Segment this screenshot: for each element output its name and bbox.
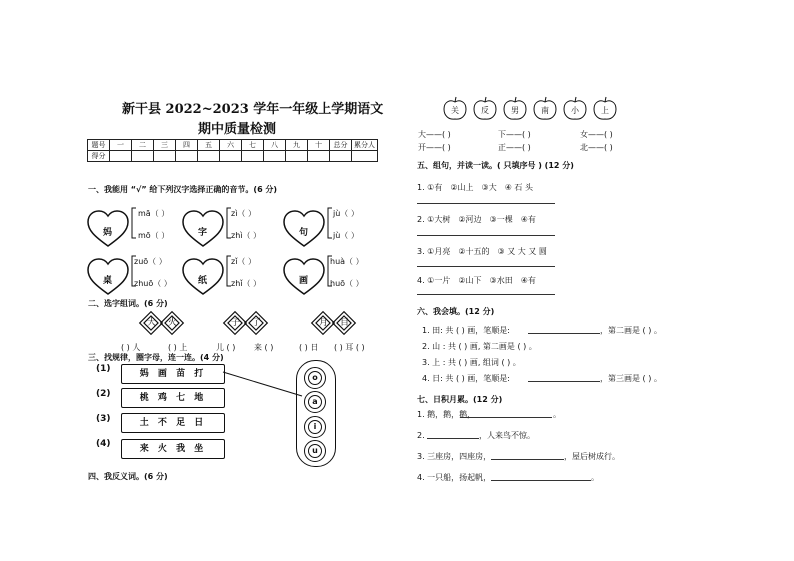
q3-label: (4) [96, 439, 111, 449]
q7-suffix: ，人来鸟不惊。 [479, 431, 535, 440]
q5-item: 1. ①有 ②山上 ③大 ④ 石 头 [417, 183, 533, 192]
q1-pinyin-option[interactable]: zuō（ ） [134, 257, 167, 266]
q5-item: 3. ①月亮 ②十五的 ③ 又 大 又 圆 [417, 247, 547, 256]
q7-suffix: 。 [591, 473, 599, 482]
q7-answer-line[interactable] [491, 459, 564, 460]
apple-char: 男 [511, 106, 519, 115]
q1-pinyin-option[interactable]: mā（ ） [138, 209, 170, 218]
q1-pinyin-option[interactable]: huō（ ） [330, 279, 364, 288]
score-input-cell[interactable] [198, 151, 220, 162]
apple-char: 小 [571, 106, 579, 115]
score-cell: 总分 [330, 140, 352, 151]
score-cell: 三 [154, 140, 176, 151]
q2-blank[interactable]: ( ) 日 [299, 343, 319, 352]
q1-char: 画 [299, 276, 309, 286]
q7-item: 2. [417, 431, 425, 440]
antonym-blank[interactable]: 开——( ) [418, 143, 451, 152]
antonym-blank[interactable]: 北——( ) [580, 143, 613, 152]
score-cell: 八 [264, 140, 286, 151]
score-value-row [88, 151, 378, 162]
q3-label: (1) [96, 364, 111, 374]
q6-item: 4. 日: 共 ( ) 画，笔顺是: [422, 374, 510, 383]
q6-item: 3. 上 : 共 ( ) 画, 组词 ( ) 。 [422, 358, 521, 367]
q1-title: 一、我能用 “√” 给下列汉字选择正确的音节。(6 分) [88, 185, 278, 194]
score-input-cell[interactable] [308, 151, 330, 162]
q1-pinyin-option[interactable]: zhǐ（ ） [231, 279, 262, 288]
letter-i: i [308, 420, 322, 434]
q3-label: (3) [96, 414, 111, 424]
q2-pair-char: 火 [168, 318, 178, 328]
q7-item: 1. 鹅，鹅，鹅， [417, 410, 476, 419]
q6-item: 2. 山 : 共 ( ) 画, 第二画是 ( ) 。 [422, 342, 537, 351]
antonym-blank[interactable]: 大——( ) [418, 130, 451, 139]
apple-row [440, 96, 620, 122]
q6-tail: ，第三画是 ( ) 。 [600, 374, 662, 383]
q3-letter-circle[interactable] [304, 440, 326, 462]
q1-pinyin-option[interactable]: jù（ ） [333, 231, 359, 240]
q7-item: 3. 三座房，四座房， [417, 452, 492, 461]
q1-char: 桌 [103, 276, 113, 286]
q3-letter-circle[interactable] [304, 391, 326, 413]
q5-title: 五、组句，并读一读。( 只填序号 ) (12 分) [417, 161, 574, 170]
letter-o: o [308, 371, 322, 385]
score-cell: 五 [198, 140, 220, 151]
score-table [87, 139, 378, 162]
score-cell: 累分人 [352, 140, 378, 151]
score-cell: 七 [242, 140, 264, 151]
q6-stroke-line[interactable] [528, 381, 600, 382]
exam-title: 新干县 2022~2023 学年一年级上学期语文 [122, 102, 384, 117]
q5-answer-line[interactable] [417, 235, 555, 236]
q3-word-box[interactable]: 来 火 我 坐 [121, 439, 225, 459]
q7-suffix: 。 [553, 410, 561, 419]
score-cell: 六 [220, 140, 242, 151]
q7-answer-line[interactable] [427, 438, 479, 439]
apple-char: 关 [451, 106, 459, 115]
score-input-cell[interactable] [242, 151, 264, 162]
q7-answer-line[interactable] [491, 480, 591, 481]
apple-char: 反 [481, 106, 489, 115]
q6-title: 六、我会填。(12 分) [417, 307, 495, 316]
letter-a: a [308, 395, 322, 409]
antonym-blank[interactable]: 正——( ) [498, 143, 531, 152]
q2-blank[interactable]: ( ) 耳 ( ) [334, 343, 365, 352]
score-input-cell[interactable] [110, 151, 132, 162]
q6-item: 1. 田: 共 ( ) 画，笔顺是: [422, 326, 510, 335]
q2-pair-char: 目 [340, 318, 350, 328]
q2-blank[interactable]: 儿 ( ) [216, 343, 236, 352]
letter-u: u [308, 444, 322, 458]
q1-pinyin-option[interactable]: jù（ ） [333, 209, 359, 218]
q1-char: 句 [299, 228, 309, 238]
score-input-cell[interactable] [154, 151, 176, 162]
score-cell: 题号 [88, 140, 110, 151]
q2-title: 二、选字组词。(6 分) [88, 299, 168, 308]
q3-word-box[interactable]: 桃 鸡 七 地 [121, 388, 225, 408]
score-input-cell[interactable] [176, 151, 198, 162]
q5-item: 2. ①大树 ②河边 ③一棵 ④有 [417, 215, 536, 224]
score-cell: 四 [176, 140, 198, 151]
score-cell: 九 [286, 140, 308, 151]
apple-char: 上 [601, 106, 609, 115]
score-row-label: 得分 [88, 151, 110, 162]
q1-pinyin-option[interactable]: zì（ ） [231, 209, 256, 218]
score-cell: 二 [132, 140, 154, 151]
q3-label: (2) [96, 389, 111, 399]
score-cell: 十 [308, 140, 330, 151]
score-header-row [88, 140, 378, 151]
q3-word-box[interactable]: 土 不 足 日 [121, 413, 225, 433]
q4-title: 四、我反义词。(6 分) [88, 472, 168, 481]
q5-item: 4. ①一片 ②山下 ③水田 ④有 [417, 276, 536, 285]
antonym-blank[interactable]: 下——( ) [498, 130, 531, 139]
q7-suffix: ，屋后树成行。 [564, 452, 620, 461]
q5-answer-line[interactable] [417, 203, 555, 204]
q1-pinyin-option[interactable]: zhì（ ） [231, 231, 262, 240]
q3-letter-circle[interactable] [304, 416, 326, 438]
q3-letter-circle[interactable] [304, 367, 326, 389]
q6-stroke-line[interactable] [528, 333, 600, 334]
q2-pair-char: 子 [231, 318, 241, 328]
score-input-cell[interactable] [352, 151, 378, 162]
q2-blank[interactable]: ( ) 人 [121, 343, 141, 352]
q5-answer-line[interactable] [417, 294, 555, 295]
q1-char: 妈 [103, 228, 113, 238]
q2-blank[interactable]: ( ) 上 [168, 343, 188, 352]
score-cell: 一 [110, 140, 132, 151]
apple-char: 南 [541, 106, 549, 115]
exam-subtitle: 期中质量检测 [198, 122, 277, 137]
q7-item: 4. 一只船，扬起帆， [417, 473, 492, 482]
score-input-cell[interactable] [220, 151, 242, 162]
score-input-cell[interactable] [132, 151, 154, 162]
q2-pair-char: 大 [147, 318, 157, 328]
q1-char: 字 [198, 228, 208, 238]
score-input-cell[interactable] [286, 151, 308, 162]
q3-word-box[interactable]: 妈 画 苗 打 [121, 364, 225, 384]
q1-pinyin-option[interactable]: zhuō（ ） [134, 279, 172, 288]
q3-title: 三、找规律，圈字母，连一连。(4 分) [88, 353, 224, 362]
q2-pair-char: 了 [252, 318, 262, 328]
score-input-cell[interactable] [264, 151, 286, 162]
q7-answer-line[interactable] [460, 417, 552, 418]
q2-pair-char: 月 [319, 318, 329, 328]
q5-answer-line[interactable] [417, 266, 555, 267]
q1-pinyin-option[interactable]: zǐ（ ） [231, 257, 256, 266]
q2-blank[interactable]: 来 ( ) [254, 343, 274, 352]
q1-pinyin-option[interactable]: huà（ ） [330, 257, 364, 266]
q7-title: 七、日积月累。(12 分) [417, 395, 503, 404]
antonym-blank[interactable]: 女——( ) [580, 130, 613, 139]
score-input-cell[interactable] [330, 151, 352, 162]
q1-char: 纸 [198, 276, 208, 286]
q6-tail: ，第二画是 ( ) 。 [600, 326, 662, 335]
q1-pinyin-option[interactable]: mō（ ） [138, 231, 170, 240]
